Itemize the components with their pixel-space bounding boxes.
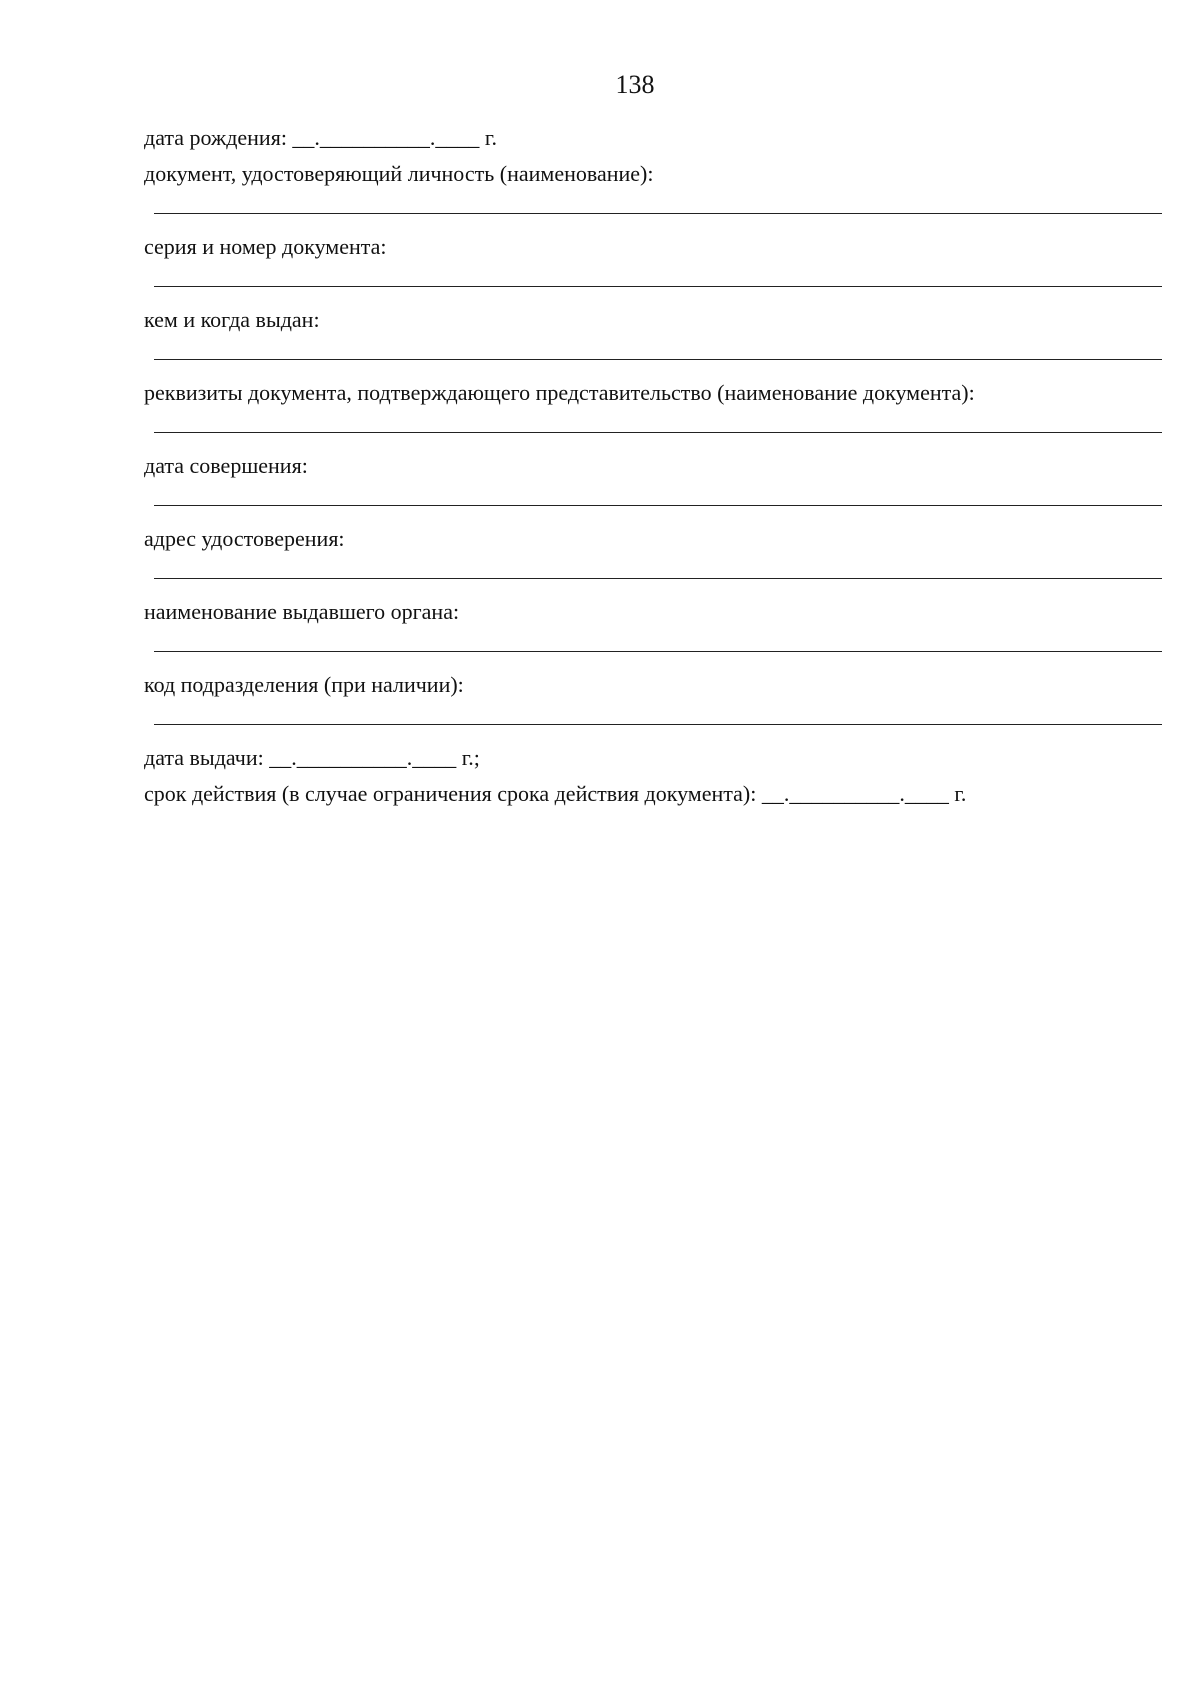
fill-line-subdivision-code[interactable] [144, 703, 1162, 740]
issue-date-line: дата выдачи: __.__________.____ г.; [144, 745, 480, 770]
fill-line-date-executed[interactable] [144, 484, 1162, 521]
form-body [144, 120, 1162, 812]
fill-line-series-number[interactable] [144, 265, 1162, 302]
page-number: 138 [615, 70, 655, 99]
fill-line-representation-document[interactable] [144, 411, 1162, 448]
birth-date-line: дата рождения: __.__________.____ г. [144, 125, 497, 150]
fill-line-issuing-authority[interactable] [144, 630, 1162, 667]
field-label-representation-document: реквизиты документа, подтверждающего представительство (наименование документа): [144, 380, 975, 405]
field-label-issued-by: кем и когда выдан: [144, 307, 320, 332]
field-label-series-number: серия и номер документа: [144, 234, 387, 259]
field-label-date-executed: дата совершения: [144, 453, 308, 478]
field-label-issuing-authority: наименование выдавшего органа: [144, 599, 460, 624]
field-label-subdivision-code: код подразделения (при наличии): [144, 672, 464, 697]
field-label-certification-address: адрес удостоверения: [144, 526, 345, 551]
fill-line-issued-by[interactable] [144, 338, 1162, 375]
fill-line-identity-document[interactable] [144, 192, 1162, 229]
fill-line-certification-address[interactable] [144, 557, 1162, 594]
validity-line: срок действия (в случае ограничения срока действия документа): __.__________.____ г. [144, 781, 967, 806]
field-label-identity-document: документ, удостоверяющий личность (наименование): [144, 161, 654, 186]
